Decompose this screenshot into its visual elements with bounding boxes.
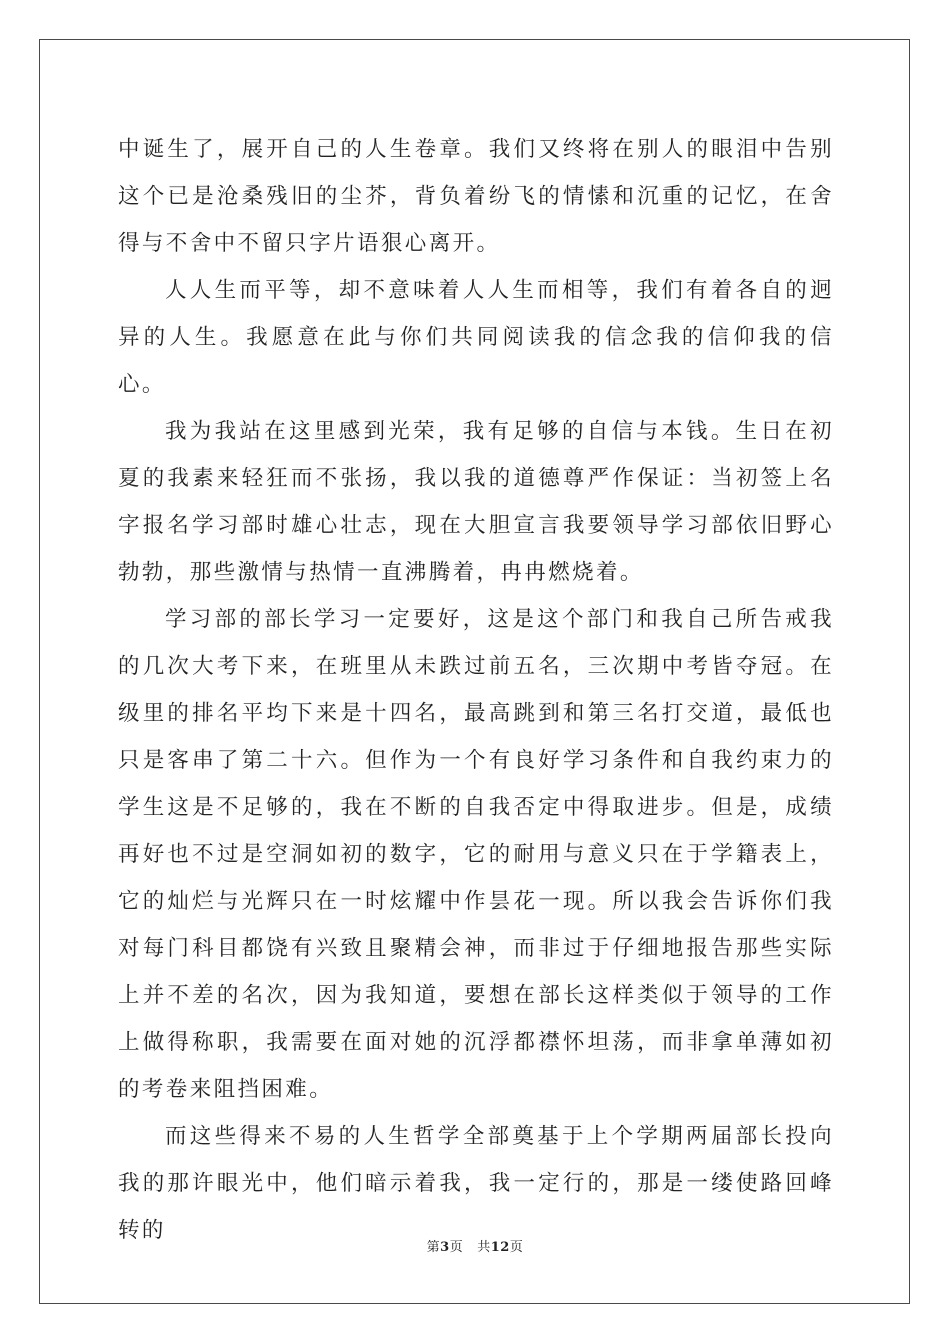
- paragraph-5: 而这些得来不易的人生哲学全部奠基于上个学期两届部长投向我的那许眼光中，他们暗示着我，我一定行的，那是一缕使路回峰转的: [118, 1124, 834, 1243]
- document-body: [118, 126, 834, 1254]
- paragraph-1: 中诞生了，展开自己的人生卷章。我们又终将在别人的眼泪中告别这个已是沧桑残旧的尘芥，背负着纷飞的情愫和沉重的记忆，在舍得与不舍中不留只字片语狠心离开。: [118, 137, 834, 256]
- total-prefix: 共: [477, 1240, 491, 1255]
- total-page-count: 12: [490, 1240, 510, 1255]
- total-pages: [477, 1240, 523, 1255]
- total-suffix: 页: [509, 1240, 524, 1255]
- page-prefix: 第: [426, 1240, 441, 1255]
- page-number: [427, 1240, 464, 1255]
- page-suffix: 页: [449, 1240, 464, 1255]
- paragraph-2: 人人生而平等，却不意味着人人生而相等，我们有着各自的迥异的人生。我愿意在此与你们共同阅读我的信念我的信仰我的信心。: [118, 278, 834, 397]
- paragraph-3: 我为我站在这里感到光荣，我有足够的自信与本钱。生日在初夏的我素来轻狂而不张扬，我以我的道德尊严作保证：当初签上名字报名学习部时雄心壮志，现在大胆宣言我要领导学习部依旧野心勃勃，那些激情与热情一直沸腾着，冉冉燃烧着。: [118, 419, 834, 585]
- page-footer: [0, 1236, 950, 1255]
- current-page: 3: [440, 1240, 450, 1255]
- paragraph-4: 学习部的部长学习一定要好，这是这个部门和我自己所告戒我的几次大考下来，在班里从未跌过前五名，三次期中考皆夺冠。在级里的排名平均下来是十四名，最高跳到和第三名打交道，最低也只是客串了第二十六。但作为一个有良好学习条件和自我约束力的学生这是不足够的，我在不断的自我否定中得取进步。但是，成绩再好也不过是空洞如初的数字，它的耐用与意义只在于学籍表上，它的灿烂与光辉只在一时炫耀中作昙花一现。所以我会告诉你们我对每门科目都饶有兴致且聚精会神，而非过于仔细地报告那些实际上并不差的名次，因为我知道，要想在部长这样类似于领导的工作上做得称职，我需要在面对她的沉浮都襟怀坦荡，而非拿单薄如初的考卷来阻挡困难。: [118, 607, 834, 1102]
